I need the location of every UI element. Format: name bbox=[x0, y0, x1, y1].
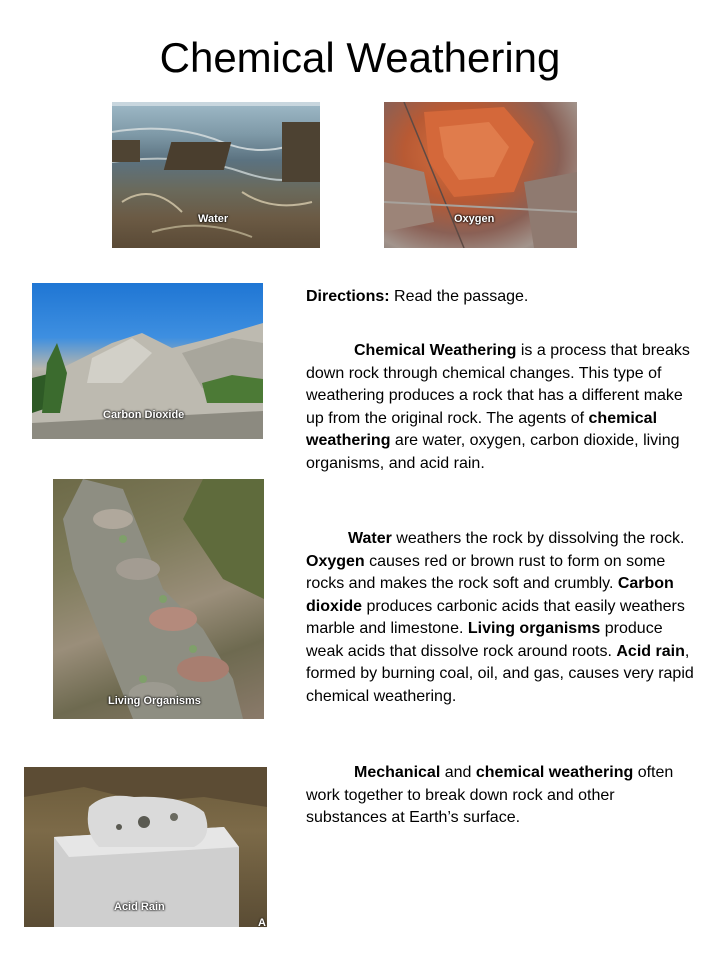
p1-text2: are water, oxygen, carbon dioxide, living organisms, and acid rain. bbox=[306, 432, 680, 472]
p2-bold3: Carbon dioxide bbox=[306, 575, 674, 615]
living-organisms-photo-art bbox=[53, 479, 264, 719]
directions-text: Read the passage. bbox=[389, 288, 529, 305]
water-photo bbox=[112, 102, 320, 248]
living-organisms-caption: Living Organisms bbox=[108, 695, 201, 707]
paragraph-conclusion bbox=[306, 762, 698, 830]
p2-text5: , formed by burning coal, oil, and gas, causes very rapid chemical weathering. bbox=[306, 642, 694, 705]
p1-lead: Chemical Weathering bbox=[354, 342, 517, 359]
p2-text1: weathers the rock by dissolving the rock. bbox=[391, 530, 685, 547]
carbon-dioxide-caption: Carbon Dioxide bbox=[103, 409, 185, 421]
page-title: Chemical Weathering bbox=[159, 34, 561, 81]
oxygen-caption: Oxygen bbox=[454, 213, 495, 225]
acid-rain-photo bbox=[24, 767, 267, 927]
water-photo-art bbox=[112, 102, 320, 248]
water-caption: Water bbox=[198, 213, 229, 225]
paragraph-agents bbox=[306, 528, 698, 708]
p3-bold2: chemical weathering bbox=[475, 764, 634, 781]
p2-bold1: Water bbox=[348, 530, 392, 547]
directions bbox=[306, 286, 698, 309]
stray-letter: A bbox=[258, 917, 266, 929]
acid-rain-caption: Acid Rain bbox=[114, 901, 165, 913]
p2-bold5: Acid rain bbox=[616, 642, 685, 660]
p3-text2: often work together to break down rock and other substances at Earth’s surface. bbox=[306, 764, 674, 826]
oxygen-photo-art bbox=[384, 102, 577, 248]
living-organisms-photo bbox=[53, 479, 264, 719]
p2-text3: produces carbonic acids that easily weathers marble and limestone. bbox=[306, 597, 685, 637]
p2-text2: causes red or brown rust to form on some rocks and makes the rock soft and crumbly. bbox=[306, 552, 666, 592]
p3-text1: and bbox=[440, 764, 476, 781]
p1-bold1: chemical weathering bbox=[306, 409, 658, 449]
p3-bold1: Mechanical bbox=[354, 764, 441, 781]
paragraph-intro bbox=[306, 340, 698, 475]
p2-text4: produce weak acids that dissolve rock around roots. bbox=[306, 620, 663, 660]
p2-bold2: Oxygen bbox=[306, 552, 365, 570]
carbon-dioxide-photo bbox=[32, 283, 263, 439]
oxygen-photo bbox=[384, 102, 577, 248]
directions-label: Directions: bbox=[306, 288, 390, 305]
p1-text1: is a process that breaks down rock through chemical changes. This type of weathering produces a rock that has a different make up from the original rock. The agents of bbox=[306, 342, 690, 427]
p2-bold4: Living organisms bbox=[467, 620, 601, 637]
